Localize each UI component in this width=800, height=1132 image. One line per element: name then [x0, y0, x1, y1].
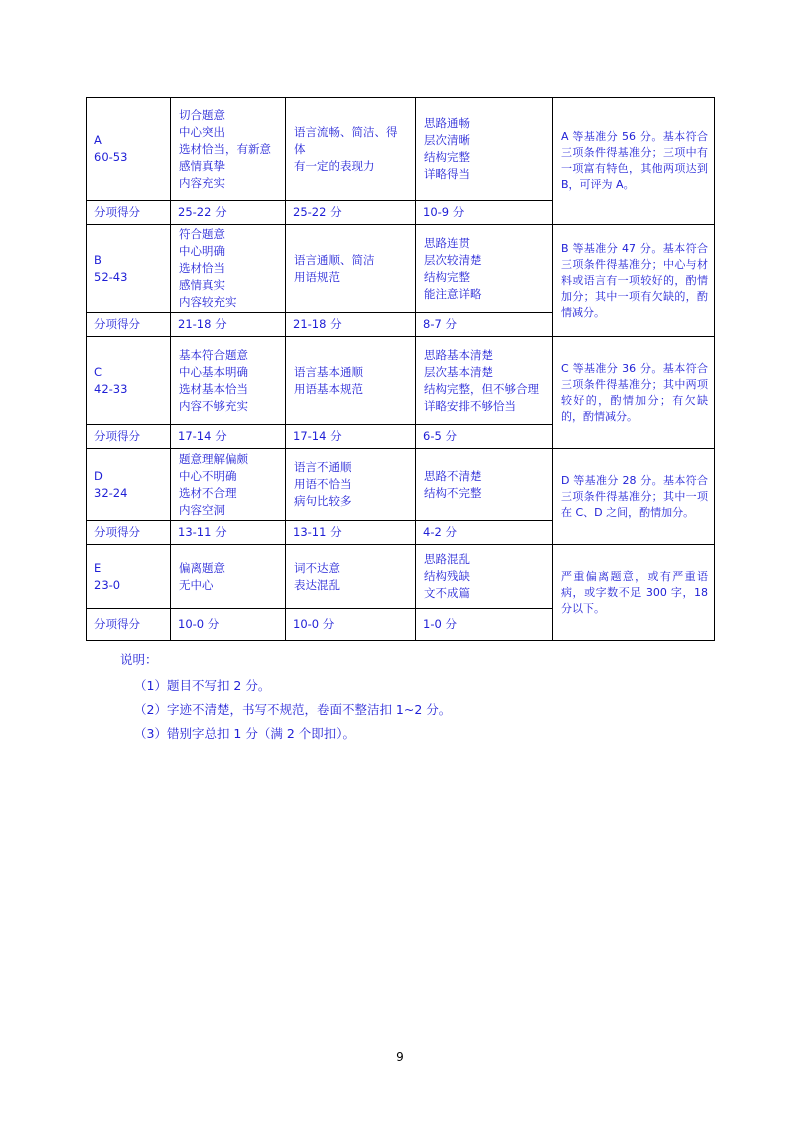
structure-criteria-b — [416, 225, 553, 313]
grade-label-a — [87, 98, 171, 201]
structure-criteria-e — [416, 545, 553, 609]
criteria-line: 病句比较多 — [294, 494, 352, 508]
language-criteria-c — [286, 337, 416, 425]
grade-note-c — [553, 337, 715, 449]
language-score: 25-22 分 — [286, 201, 416, 225]
language-criteria-d — [286, 449, 416, 521]
criteria-line: 思路通畅 — [424, 116, 470, 130]
language-criteria-a — [286, 98, 416, 201]
language-criteria-e — [286, 545, 416, 609]
grade-label-c — [87, 337, 171, 425]
notes-title: 说明： — [120, 652, 158, 667]
grade-range: 60-53 — [94, 150, 128, 164]
content-criteria-a — [171, 98, 286, 201]
score-label: 分项得分 — [87, 609, 171, 641]
criteria-line: 有一定的表现力 — [294, 158, 375, 173]
criteria-line: 层次清晰 — [424, 133, 470, 147]
criteria-line: 语言基本通顺 — [294, 364, 363, 379]
criteria-line: 语言流畅、简洁、得 — [294, 124, 398, 139]
criteria-line: 无中心 — [179, 577, 214, 592]
score-label: 分项得分 — [87, 313, 171, 337]
criteria-line: 详略得当 — [424, 167, 470, 181]
criteria-line: 选材不合理 — [179, 485, 237, 500]
grade-row-c — [87, 337, 715, 425]
note-item: （1）题目不写扣 2 分。 — [134, 678, 271, 693]
criteria-line: 感情真实 — [179, 278, 225, 292]
criteria-line: 题意理解偏颇 — [179, 451, 248, 466]
language-score: 21-18 分 — [286, 313, 416, 337]
grade-letter: D — [94, 468, 103, 483]
structure-score: 1-0 分 — [416, 609, 553, 641]
content-criteria-b — [171, 225, 286, 313]
content-score: 13-11 分 — [171, 521, 286, 545]
criteria-line: 结构完整，但不够合理 — [424, 381, 539, 396]
score-label: 分项得分 — [87, 201, 171, 225]
structure-criteria-c — [416, 337, 553, 425]
note-text: D 等基准分 28 分。基本符合三项条件得基准分；其中一项在 C、D 之间，酌情加分。 — [561, 473, 708, 519]
criteria-line: 体 — [294, 141, 306, 156]
structure-score: 6-5 分 — [416, 425, 553, 449]
grade-note-d — [553, 449, 715, 545]
note-text: A 等基准分 56 分。基本符合三项条件得基准分；三项中有一项富有特色，其他两项达到 B，可评为 A。 — [561, 130, 708, 191]
grade-label-d — [87, 449, 171, 521]
criteria-line: 能注意详略 — [424, 286, 482, 301]
grade-range: 23-0 — [94, 577, 121, 592]
content-score: 17-14 分 — [171, 425, 286, 449]
criteria-line: 用语不恰当 — [294, 477, 352, 491]
notes-section — [120, 648, 451, 746]
grading-rubric-table — [86, 97, 715, 641]
grade-letter: A — [94, 133, 102, 147]
grade-note-a — [553, 98, 715, 225]
grade-row-e — [87, 545, 715, 609]
criteria-line: 思路不清楚 — [424, 468, 482, 483]
criteria-line: 选材基本恰当 — [179, 381, 248, 396]
note-text: B 等基准分 47 分。基本符合三项条件得基准分；中心与材料或语言有一项较好的，酌情加分；其中一项有欠缺的，酌情减分。 — [561, 241, 708, 319]
structure-score: 4-2 分 — [416, 521, 553, 545]
language-score: 13-11 分 — [286, 521, 416, 545]
content-score: 21-18 分 — [171, 313, 286, 337]
grade-row-b — [87, 225, 715, 313]
language-score: 10-0 分 — [286, 609, 416, 641]
criteria-line: 结构不完整 — [424, 485, 482, 500]
criteria-line: 内容空洞 — [179, 502, 225, 517]
grade-note-e — [553, 545, 715, 641]
grade-range: 42-33 — [94, 381, 128, 396]
score-label: 分项得分 — [87, 521, 171, 545]
criteria-line: 中心突出 — [179, 124, 225, 139]
criteria-line: 中心明确 — [179, 244, 225, 258]
criteria-line: 用语规范 — [294, 269, 340, 284]
grade-row-a — [87, 98, 715, 201]
criteria-line: 语言不通顺 — [294, 460, 352, 474]
criteria-line: 详略安排不够恰当 — [424, 398, 516, 413]
criteria-line: 中心不明确 — [179, 468, 237, 483]
structure-score: 8-7 分 — [416, 313, 553, 337]
criteria-line: 用语基本规范 — [294, 381, 363, 396]
criteria-line: 词不达意 — [294, 560, 340, 575]
criteria-line: 内容不够充实 — [179, 398, 248, 413]
criteria-line: 结构完整 — [424, 150, 470, 164]
structure-criteria-a — [416, 98, 553, 201]
grade-range: 32-24 — [94, 485, 128, 500]
criteria-line: 内容较充实 — [179, 295, 237, 309]
structure-criteria-d — [416, 449, 553, 521]
criteria-line: 符合题意 — [179, 227, 225, 241]
criteria-line: 思路基本清楚 — [424, 347, 493, 362]
grade-label-b — [87, 225, 171, 313]
criteria-line: 思路连贯 — [424, 235, 470, 250]
grade-row-d — [87, 449, 715, 521]
language-score: 17-14 分 — [286, 425, 416, 449]
grade-letter: C — [94, 364, 103, 379]
criteria-line: 基本符合题意 — [179, 347, 248, 362]
content-criteria-d — [171, 449, 286, 521]
criteria-line: 思路混乱 — [424, 552, 470, 566]
criteria-line: 切合题意 — [179, 107, 225, 122]
note-item: （3）错别字总扣 1 分（满 2 个即扣）。 — [134, 726, 356, 741]
criteria-line: 内容充实 — [179, 175, 225, 190]
content-score: 10-0 分 — [171, 609, 286, 641]
criteria-line: 层次较清楚 — [424, 252, 482, 267]
criteria-line: 感情真挚 — [179, 158, 225, 173]
note-text: 严重偏离题意，或有严重语病，或字数不足 300 字，18 分以下。 — [561, 569, 708, 615]
note-text: C 等基准分 36 分。基本符合三项条件得基准分；其中两项较好的，酌情加分；有欠缺的，酌情减分。 — [561, 361, 708, 423]
grade-label-e — [87, 545, 171, 609]
content-criteria-e — [171, 545, 286, 609]
criteria-line: 结构残缺 — [424, 569, 470, 583]
content-score: 25-22 分 — [171, 201, 286, 225]
content-criteria-c — [171, 337, 286, 425]
language-criteria-b — [286, 225, 416, 313]
page-number: 9 — [396, 1050, 404, 1064]
grade-range: 52-43 — [94, 269, 128, 284]
score-label: 分项得分 — [87, 425, 171, 449]
grade-note-b — [553, 225, 715, 337]
criteria-line: 选材恰当 — [179, 261, 225, 275]
structure-score: 10-9 分 — [416, 201, 553, 225]
criteria-line: 结构完整 — [424, 269, 470, 284]
criteria-line: 选材恰当，有新意 — [179, 141, 271, 156]
criteria-line: 中心基本明确 — [179, 364, 248, 379]
criteria-line: 偏离题意 — [179, 560, 225, 575]
note-item: （2）字迹不清楚，书写不规范，卷面不整洁扣 1~2 分。 — [134, 702, 452, 717]
criteria-line: 语言通顺、简洁 — [294, 252, 375, 267]
grade-letter: E — [94, 560, 102, 575]
criteria-line: 表达混乱 — [294, 577, 340, 592]
grade-letter: B — [94, 252, 102, 267]
criteria-line: 文不成篇 — [424, 586, 470, 600]
criteria-line: 层次基本清楚 — [424, 364, 493, 379]
